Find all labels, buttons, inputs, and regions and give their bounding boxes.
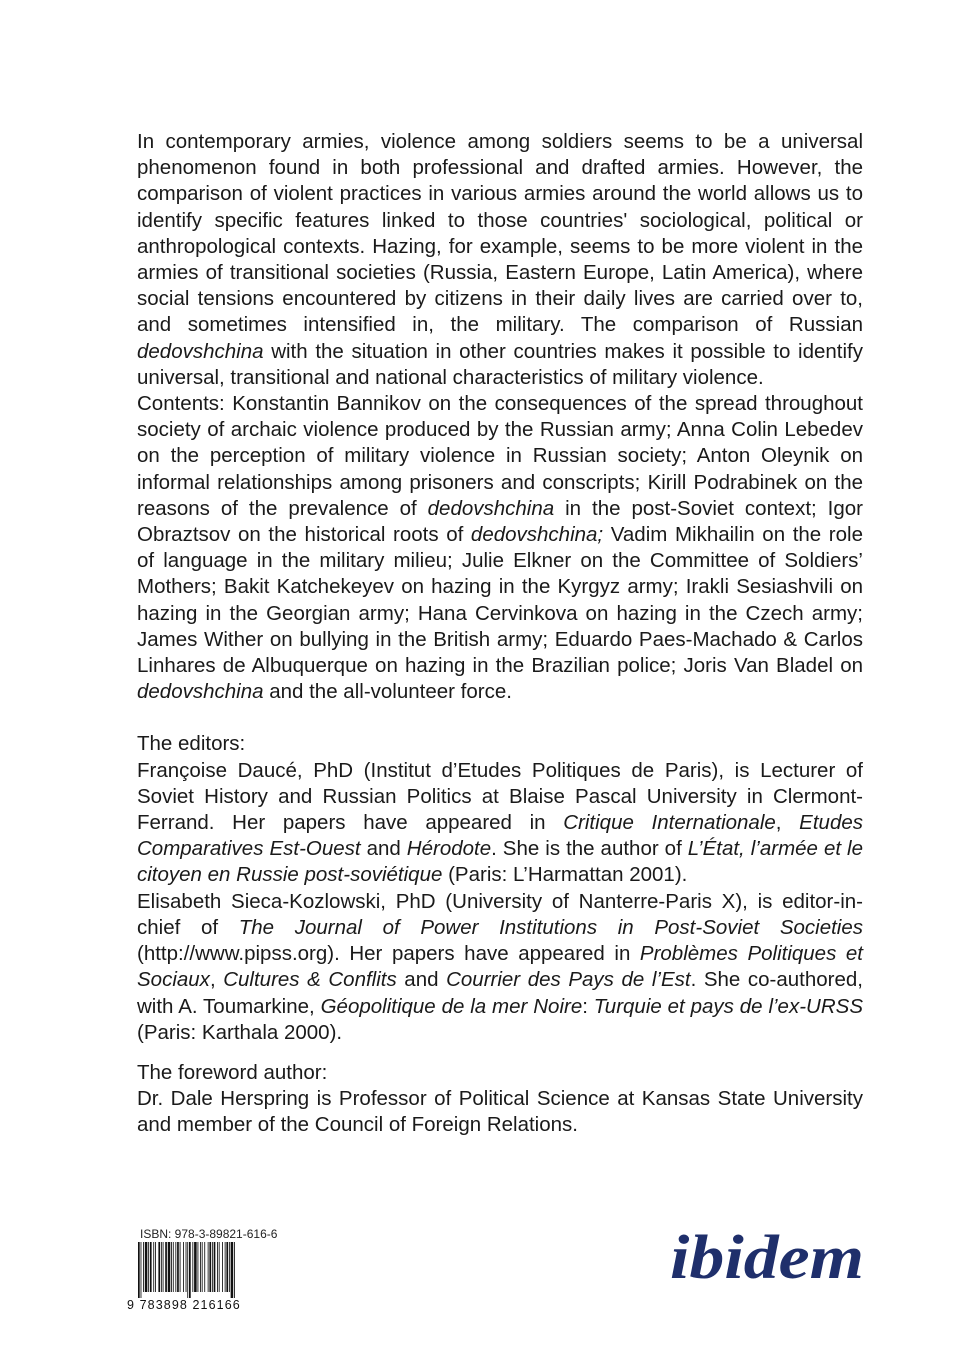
isbn-label: ISBN: 978-3-89821-616-6 (140, 1227, 278, 1241)
barcode-bar (186, 1242, 187, 1292)
barcode-bar (200, 1242, 201, 1292)
barcode-bar (161, 1242, 162, 1292)
e2-italic-2: Problèmes Politiques et Sociaux (137, 942, 863, 992)
barcode-bar (138, 1242, 140, 1298)
foreword-bio: Dr. Dale Herspring is Professor of Political Science at Kansas State University and member of the Council of Foreign Relations. (137, 1087, 863, 1137)
e1-italic-3: Hérodote (406, 837, 492, 861)
blurb-italic: dedovshchina (137, 339, 264, 363)
e1-text-a: Françoise Daucé, PhD (Institut d’Etudes Politiques de Paris), is Lecturer of Soviet History and Russian Politics at Blaise Pascal University in Clermont-Ferrand. Her papers have appeared in (137, 758, 863, 835)
e2-text-f: : (582, 994, 594, 1018)
blurb-text: In contemporary armies, violence among soldiers seems to be a universal phenomenon found in both professional and drafted armies. However, the comparison of violent practices in various armies around the world allows us to identify specific features linked to those countries' sociological, political or anthropological contexts. Hazing, for example, seems to be more violent in the armies of transitional societies (Russia, Eastern Europe, Latin America), where social tensions encountered by citizens in their daily lives are carried over to, and sometimes intensified in, the military. The comparison of Russian (137, 130, 863, 337)
editors-heading: The editors: (137, 732, 246, 756)
barcode-bar (198, 1242, 199, 1292)
barcode-bar (208, 1242, 209, 1292)
e1-text-d: . She is the author of (491, 837, 688, 861)
contents-paragraph (137, 391, 863, 705)
blurb-paragraph (137, 129, 863, 391)
barcode-bar (225, 1242, 226, 1292)
barcode-bar (143, 1242, 144, 1292)
e1-text-b: , (775, 811, 800, 835)
barcode-bar (173, 1242, 174, 1292)
contents-italic-1: dedovshchina (427, 496, 555, 520)
barcode-bar (165, 1242, 167, 1292)
barcode-bar (177, 1242, 179, 1292)
e2-text-b: (http://www.pipss.org). Her papers have appeared in (137, 942, 640, 966)
contents-italic-2: dedovshchina; (470, 523, 604, 547)
e1-italic-1: Critique Internationale (563, 811, 776, 835)
e1-italic-2: Etudes Comparatives Est-Ouest (137, 811, 863, 861)
barcode-bar (187, 1242, 188, 1298)
e2-italic-3: Cultures & Conflits (223, 968, 397, 992)
contents-text-b: in the post-Soviet context; Igor Obraztsov on the historical roots of (137, 496, 863, 547)
barcode-bar (171, 1242, 172, 1292)
barcode-bar (180, 1242, 181, 1292)
e1-text-c: and (360, 837, 407, 861)
barcode-bar (183, 1242, 184, 1292)
contents-text-c: Vadim Mikhailin on the role of language in the military milieu; Julie Elkner on the Committee of Soldiers’ Mothers; Bakit Katchekeyev on hazing in the Kyrgyz army; Irakli Sesiashvili on hazing in the Georgian army; Hana Cervinkova on hazing in the Czech army; James Wither on bullying in the British army; Eduardo Paes-Machado & Carlos Linhares de Albuquerque on hazing in the Brazilian police; Joris Van Bladel on (137, 523, 863, 678)
barcode-bar (219, 1242, 220, 1292)
e2-text-c: , (209, 968, 224, 992)
e2-italic-1: The Journal of Power Institutions in Post-Soviet Societies (238, 915, 864, 939)
barcode (137, 1242, 277, 1298)
barcode-bar (202, 1242, 203, 1292)
e1-italic-4: L’État, l’armée et le citoyen en Russie post-soviétique (137, 837, 863, 887)
foreword-heading: The foreword author: (137, 1060, 328, 1084)
barcode-bar (209, 1242, 211, 1292)
barcode-bar (175, 1242, 176, 1292)
contents-text-a: Contents: Konstantin Bannikov on the consequences of the spread throughout society of archaic violence produced by the Russian army; Anna Colin Lebedev on the perception of military violence in Russian society; Anton Oleynik on informal relationships among prisoners and conscripts; Kirill Podrabinek on the reasons of the prevalence of (137, 392, 863, 520)
barcode-bar (217, 1242, 218, 1292)
barcode-bar (145, 1242, 148, 1292)
barcode-bar (168, 1242, 171, 1292)
contents-text-d: and the all-volunteer force. (263, 680, 512, 704)
editor-2-bio (137, 889, 863, 1046)
barcode-bar (234, 1242, 235, 1298)
contents-italic-3: dedovshchina (137, 680, 264, 704)
e2-text-d: and (396, 968, 447, 992)
barcode-digits: 9 783898 216166 (127, 1298, 241, 1312)
barcode-bar (226, 1242, 228, 1292)
barcode-bar (189, 1242, 191, 1298)
e2-italic-4: Courrier des Pays de l’Est (446, 968, 691, 992)
barcode-bar (229, 1242, 230, 1292)
e1-text-e: (Paris: L’Harmattan 2001). (442, 863, 688, 887)
barcode-bar (150, 1242, 152, 1292)
barcode-bar (192, 1242, 193, 1292)
barcode-bar (153, 1242, 154, 1292)
barcode-bar (222, 1242, 223, 1292)
back-cover-text (137, 129, 863, 1139)
publisher-logo (668, 1215, 864, 1295)
barcode-bar (214, 1242, 216, 1292)
barcode-bar (163, 1242, 164, 1292)
publisher-name: ibidem (670, 1224, 864, 1292)
e2-text-g: (Paris: Karthala 2000). (137, 1020, 343, 1044)
barcode-bar (155, 1242, 156, 1292)
blurb-text-end: with the situation in other countries makes it possible to identify universal, transitional and national characteristics of military violence. (137, 339, 863, 389)
barcode-bar (204, 1242, 205, 1292)
barcode-bar (158, 1242, 160, 1292)
barcode-bar (148, 1242, 149, 1292)
editor-1-bio (137, 758, 863, 889)
barcode-bar (231, 1242, 234, 1298)
barcode-bar (212, 1242, 213, 1292)
e2-text-a: Elisabeth Sieca-Kozlowski, PhD (University of Nanterre-Paris X), is editor-in-chief of (137, 889, 863, 939)
e2-italic-5: Géopolitique de la mer Noire (320, 994, 583, 1018)
barcode-bar (194, 1242, 197, 1292)
e2-text-e: . She co-authored, with A. Toumarkine, (137, 968, 863, 1018)
barcode-bar (141, 1242, 142, 1298)
e2-italic-6: Turquie et pays de l’ex-URSS (593, 994, 863, 1018)
